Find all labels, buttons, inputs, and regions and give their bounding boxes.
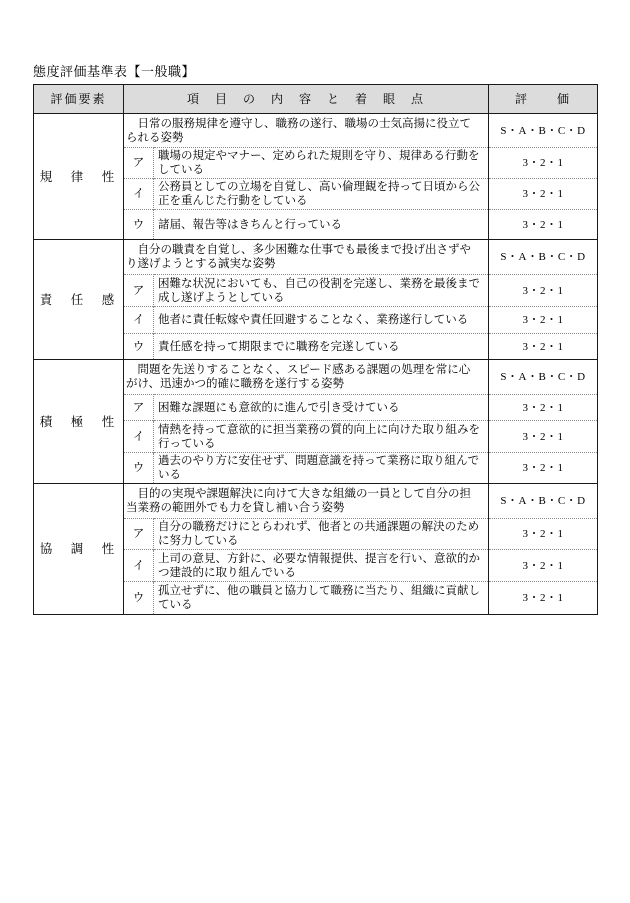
item-text: 自分の職務だけにとらわれず、他者との共通課題の解決のために努力している xyxy=(154,519,489,550)
element-name-initiative: 積 極 性 xyxy=(34,360,124,484)
element-name-discipline: 規 律 性 xyxy=(34,114,124,240)
item-letter: ウ xyxy=(124,334,154,360)
header-evaluation-element: 評価要素 xyxy=(34,85,124,114)
evaluation-table xyxy=(33,84,598,615)
item-letter: ア xyxy=(124,275,154,307)
rating-scale-sub: 3・2・1 xyxy=(489,421,598,453)
rating-scale-main: S・A・B・C・D xyxy=(489,240,598,275)
item-letter: イ xyxy=(124,550,154,582)
rating-scale-sub: 3・2・1 xyxy=(489,453,598,484)
item-letter: ア xyxy=(124,148,154,179)
rating-scale-sub: 3・2・1 xyxy=(489,582,598,615)
item-text: 過去のやり方に安住せず、問題意識を持って業務に取り組んでいる xyxy=(154,453,489,484)
item-text: 諸届、報告等はきちんと行っている xyxy=(154,210,489,240)
item-text: 公務員としての立場を自覚し、高い倫理観を持って日頃から公正を重んじた行動をしている xyxy=(154,179,489,210)
section-description: 問題を先送りすることなく、スピード感ある課題の処理を常に心がけ、迅速かつ的確に職務を遂行する姿勢 xyxy=(124,360,489,395)
item-text: 困難な状況においても、自己の役割を完遂し、業務を最後まで成し遂げようとしている xyxy=(154,275,489,307)
header-rating: 評 価 xyxy=(489,85,598,114)
rating-scale-main: S・A・B・C・D xyxy=(489,484,598,519)
item-text: 責任感を持って期限までに職務を完遂している xyxy=(154,334,489,360)
rating-scale-sub: 3・2・1 xyxy=(489,275,598,307)
item-text: 困難な課題にも意欲的に進んで引き受けている xyxy=(154,395,489,421)
rating-scale-sub: 3・2・1 xyxy=(489,550,598,582)
rating-scale-sub: 3・2・1 xyxy=(489,519,598,550)
section-description: 目的の実現や課題解決に向けて大きな組織の一員として自分の担当業務の範囲外でも力を貸し補い合う姿勢 xyxy=(124,484,489,519)
item-text: 他者に責任転嫁や責任回避することなく、業務遂行している xyxy=(154,307,489,334)
item-letter: イ xyxy=(124,307,154,334)
item-letter: ウ xyxy=(124,582,154,615)
item-text: 上司の意見、方針に、必要な情報提供、提言を行い、意欲的かつ建設的に取り組んでいる xyxy=(154,550,489,582)
table-header-row xyxy=(34,85,598,114)
section-description: 日常の服務規律を遵守し、職務の遂行、職場の士気高揚に役立てられる姿勢 xyxy=(124,114,489,148)
document-title: 態度評価基準表【一般職】 xyxy=(33,64,196,79)
item-text: 職場の規定やマナー、定められた規則を守り、規律ある行動をしている xyxy=(154,148,489,179)
item-letter: ウ xyxy=(124,210,154,240)
item-text: 孤立せずに、他の職員と協力して職務に当たり、組織に貢献している xyxy=(154,582,489,615)
rating-scale-sub: 3・2・1 xyxy=(489,179,598,210)
section-discipline-main-row xyxy=(34,114,598,148)
element-name-cooperation: 協 調 性 xyxy=(34,484,124,615)
rating-scale-sub: 3・2・1 xyxy=(489,210,598,240)
item-letter: ア xyxy=(124,519,154,550)
section-description: 自分の職責を自覚し、多少困難な仕事でも最後まで投げ出さずやり遂げようとする誠実な姿勢 xyxy=(124,240,489,275)
rating-scale-sub: 3・2・1 xyxy=(489,307,598,334)
section-initiative-main-row xyxy=(34,360,598,395)
rating-scale-sub: 3・2・1 xyxy=(489,395,598,421)
section-responsibility-main-row xyxy=(34,240,598,275)
rating-scale-main: S・A・B・C・D xyxy=(489,114,598,148)
section-cooperation-main-row xyxy=(34,484,598,519)
item-letter: イ xyxy=(124,421,154,453)
item-letter: イ xyxy=(124,179,154,210)
rating-scale-sub: 3・2・1 xyxy=(489,148,598,179)
item-text: 情熱を持って意欲的に担当業務の質的向上に向けた取り組みを行っている xyxy=(154,421,489,453)
item-letter: ア xyxy=(124,395,154,421)
item-letter: ウ xyxy=(124,453,154,484)
rating-scale-main: S・A・B・C・D xyxy=(489,360,598,395)
rating-scale-sub: 3・2・1 xyxy=(489,334,598,360)
header-item-content: 項 目 の 内 容 と 着 眼 点 xyxy=(124,85,489,114)
element-name-responsibility: 責 任 感 xyxy=(34,240,124,360)
